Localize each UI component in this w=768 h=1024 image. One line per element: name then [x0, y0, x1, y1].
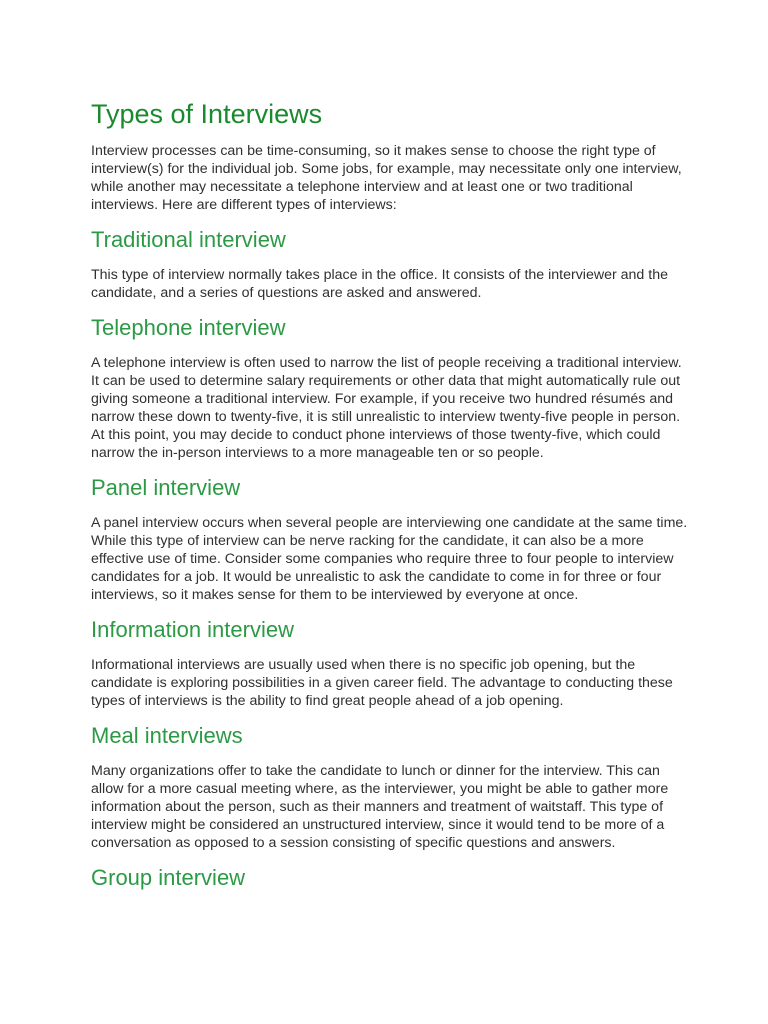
document-page	[91, 96, 691, 904]
intro-paragraph: Interview processes can be time-consuming, so it makes sense to choose the right type of interview(s) for the individual job. Some jobs, for example, may necessitate only one interview, while another may necessitate a telephone interview and at least one or two traditional interviews. Here are different types of interviews:	[91, 143, 682, 213]
section-information-interview	[91, 615, 691, 710]
section-heading: Traditional interview	[91, 227, 286, 252]
document-title: Types of Interviews	[91, 99, 323, 129]
section-group-interview	[91, 863, 691, 893]
section-body: Many organizations offer to take the candidate to lunch or dinner for the interview. This can allow for a more casual meeting where, as the interviewer, you might be able to gather more information about the person, such as their manners and treatment of waitstaff. This type of interview might be considered an unstructured interview, since it would tend to be more of a conversation as opposed to a session consisting of specific questions and answers.	[91, 763, 669, 851]
section-telephone-interview	[91, 313, 691, 462]
section-body: A panel interview occurs when several people are interviewing one candidate at the same time. While this type of interview can be nerve racking for the candidate, it can also be a more effective use of time. Consider some companies who require three to four people to interview candidates for a job. It would be unrealistic to ask the candidate to come in for three or four interviews, so it makes sense for them to be interviewed by everyone at once.	[91, 515, 688, 603]
section-heading: Panel interview	[91, 475, 241, 500]
section-panel-interview	[91, 473, 691, 604]
section-body: A telephone interview is often used to narrow the list of people receiving a traditional interview. It can be used to determine salary requirements or other data that might automatically rule out giving someone a traditional interview. For example, if you receive two hundred résumés and narrow these down to twenty-five, it is still unrealistic to interview twenty-five people in person. At this point, you may decide to conduct phone interviews of those twenty-five, which could narrow the in-person interviews to a more manageable ten or so people.	[91, 355, 682, 461]
section-heading: Telephone interview	[91, 315, 286, 340]
section-heading: Meal interviews	[91, 723, 243, 748]
section-heading: Information interview	[91, 617, 294, 642]
section-body: Informational interviews are usually used when there is no specific job opening, but the candidate is exploring possibilities in a given career field. The advantage to conducting these types of interviews is the ability to find great people ahead of a job opening.	[91, 657, 673, 709]
section-heading: Group interview	[91, 865, 246, 890]
section-meal-interviews	[91, 721, 691, 852]
section-traditional-interview	[91, 225, 691, 302]
section-body: This type of interview normally takes place in the office. It consists of the interviewer and the candidate, and a series of questions are asked and answered.	[91, 267, 668, 301]
